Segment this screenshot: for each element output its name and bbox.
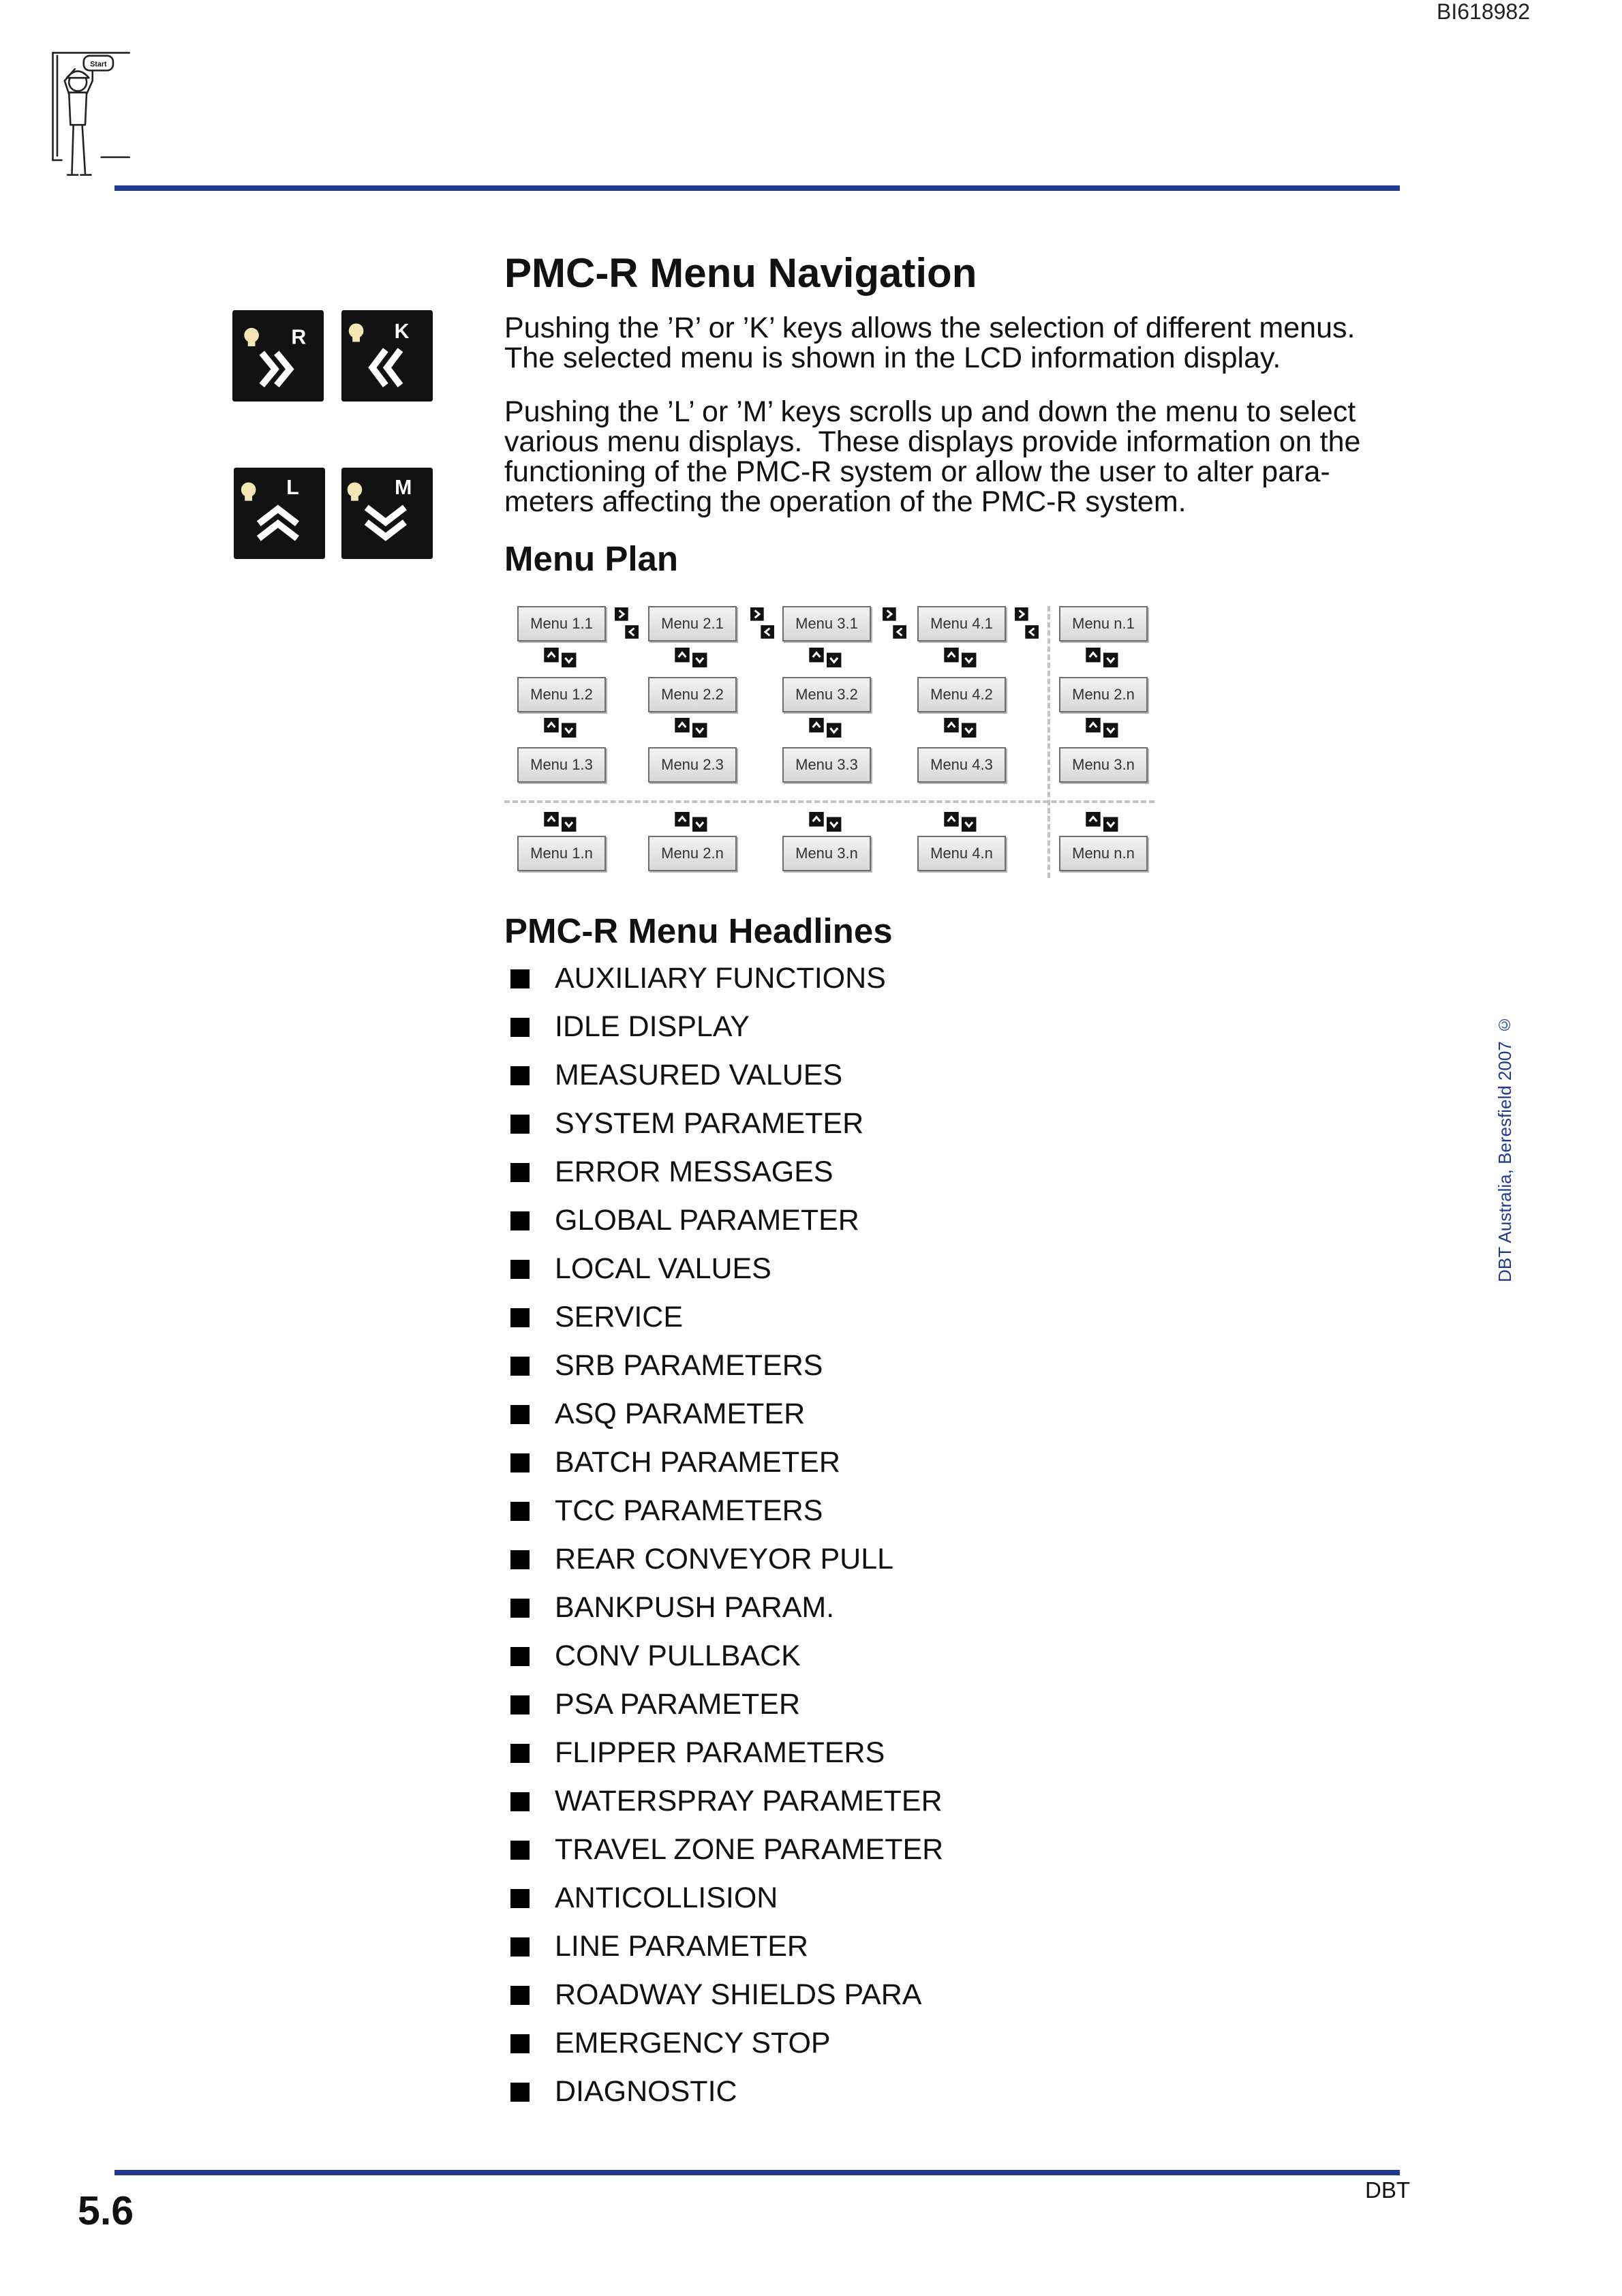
scroll-keys-icon — [675, 648, 710, 671]
menu-box: Menu 2.n — [1059, 677, 1148, 712]
select-keys-icon — [883, 607, 906, 644]
menu-box: Menu 2.2 — [648, 677, 737, 712]
menu-box: Menu 4.n — [917, 836, 1006, 871]
page-title: PMC-R Menu Navigation — [504, 250, 977, 296]
list-item — [504, 1680, 1118, 1729]
scroll-keys-icon — [675, 812, 710, 836]
list-item — [504, 1729, 1118, 1777]
copyright-icon: © — [1495, 1015, 1514, 1033]
headline-label: WATERSPRAY PARAMETER — [555, 1785, 943, 1817]
square-bullet-icon — [510, 1018, 530, 1037]
key-m-double-down-icon — [341, 468, 433, 559]
square-bullet-icon — [510, 1647, 530, 1666]
key-r-label: R — [291, 326, 307, 349]
square-bullet-icon — [510, 1211, 530, 1230]
select-keys-icon — [615, 607, 639, 644]
paragraph-line: various menu displays. These displays provide information on the — [504, 425, 1361, 458]
footer-brand: DBT — [1365, 2177, 1410, 2203]
square-bullet-icon — [510, 1550, 530, 1569]
square-bullet-icon — [510, 1308, 530, 1327]
square-bullet-icon — [510, 1744, 530, 1763]
headline-label: ASQ PARAMETER — [555, 1398, 806, 1430]
headline-label: TCC PARAMETERS — [555, 1494, 823, 1527]
headline-label: AUXILIARY FUNCTIONS — [555, 962, 886, 995]
list-item — [504, 1922, 1118, 1971]
scroll-keys-icon — [944, 648, 979, 671]
start-sign-label: Start — [90, 60, 107, 69]
list-item — [504, 1245, 1118, 1293]
scroll-keys-icon — [1086, 812, 1121, 836]
square-bullet-icon — [510, 1163, 530, 1182]
list-item — [504, 1051, 1118, 1100]
list-item — [504, 1777, 1118, 1826]
list-item — [504, 1148, 1118, 1196]
menu-box: Menu 1.n — [517, 836, 606, 871]
list-item — [504, 1438, 1118, 1487]
menu-box: Menu 3.n — [782, 836, 871, 871]
copyright-notice — [1495, 1015, 1515, 1282]
list-item — [504, 1487, 1118, 1535]
square-bullet-icon — [510, 1405, 530, 1424]
headline-label: ERROR MESSAGES — [555, 1155, 833, 1188]
headline-label: SERVICE — [555, 1301, 683, 1333]
scroll-keys-icon — [544, 648, 579, 671]
square-bullet-icon — [510, 1889, 530, 1908]
menu-box: Menu 4.3 — [917, 747, 1006, 783]
square-bullet-icon — [510, 1695, 530, 1715]
square-bullet-icon — [510, 1792, 530, 1811]
list-item — [504, 1342, 1118, 1390]
key-k-double-left-icon — [341, 310, 433, 402]
paragraph-line: functioning of the PMC-R system or allow the user to alter para- — [504, 455, 1330, 488]
menu-headlines-heading: PMC-R Menu Headlines — [504, 911, 893, 950]
key-m-label: M — [395, 476, 412, 499]
square-bullet-icon — [510, 2034, 530, 2053]
start-worker-icon — [48, 48, 132, 179]
square-bullet-icon — [510, 2083, 530, 2102]
list-item — [504, 1971, 1118, 2019]
list-item — [504, 1196, 1118, 1245]
scroll-paragraph — [504, 397, 1360, 517]
menu-box: Menu 1.3 — [517, 747, 606, 783]
menu-box: Menu 1.1 — [517, 606, 606, 641]
scroll-keys-icon — [809, 648, 844, 671]
headline-label: ANTICOLLISION — [555, 1882, 778, 1914]
headline-label: SYSTEM PARAMETER — [555, 1107, 864, 1140]
scroll-keys-icon — [809, 812, 844, 836]
headline-label: TRAVEL ZONE PARAMETER — [555, 1833, 944, 1866]
select-keys-icon — [750, 607, 774, 644]
square-bullet-icon — [510, 1986, 530, 2005]
scroll-keys-icon — [1086, 718, 1121, 742]
menu-box: Menu 2.1 — [648, 606, 737, 641]
diagram-divider-vertical — [1047, 606, 1050, 878]
menu-box: Menu 3.1 — [782, 606, 871, 641]
list-item — [504, 1003, 1118, 1051]
copyright-text: DBT Australia, Beresfield 2007 — [1495, 1041, 1515, 1282]
page-number: 5.6 — [78, 2188, 134, 2233]
menu-box: Menu 2.3 — [648, 747, 737, 783]
menu-box: Menu 3.n — [1059, 747, 1148, 783]
square-bullet-icon — [510, 1937, 530, 1957]
menu-box: Menu 2.n — [648, 836, 737, 871]
list-item — [504, 1874, 1118, 1922]
key-r-double-right-icon — [232, 310, 324, 402]
menu-headlines-list — [504, 954, 1118, 2116]
selection-paragraph — [504, 313, 1355, 373]
list-item — [504, 1535, 1118, 1584]
headline-label: DIAGNOSTIC — [555, 2075, 737, 2108]
square-bullet-icon — [510, 1453, 530, 1472]
headline-label: LOCAL VALUES — [555, 1252, 771, 1285]
headline-label: SRB PARAMETERS — [555, 1349, 823, 1382]
menu-box: Menu 3.2 — [782, 677, 871, 712]
scroll-keys-icon — [544, 812, 579, 836]
scroll-keys-icon — [944, 718, 979, 742]
paragraph-line: Pushing the ’L’ or ’M’ keys scrolls up and down the menu to select — [504, 395, 1356, 428]
list-item — [504, 1826, 1118, 1874]
menu-plan-diagram — [504, 600, 1154, 878]
diagram-divider-horizontal — [504, 800, 1154, 803]
headline-label: EMERGENCY STOP — [555, 2027, 831, 2059]
headline-label: REAR CONVEYOR PULL — [555, 1543, 894, 1575]
select-keys-icon — [1015, 607, 1039, 644]
menu-box: Menu 4.2 — [917, 677, 1006, 712]
key-l-double-up-icon — [234, 468, 325, 559]
menu-box: Menu 1.2 — [517, 677, 606, 712]
key-k-label: K — [394, 320, 410, 344]
paragraph-line: The selected menu is shown in the LCD information display. — [504, 342, 1281, 374]
headline-label: LINE PARAMETER — [555, 1930, 808, 1963]
list-item — [504, 1390, 1118, 1438]
menu-box: Menu n.n — [1059, 836, 1148, 871]
headline-label: MEASURED VALUES — [555, 1059, 843, 1091]
square-bullet-icon — [510, 1115, 530, 1134]
headline-label: GLOBAL PARAMETER — [555, 1204, 859, 1237]
list-item — [504, 1584, 1118, 1632]
square-bullet-icon — [510, 1066, 530, 1085]
headline-label: CONV PULLBACK — [555, 1640, 801, 1672]
headline-label: FLIPPER PARAMETERS — [555, 1736, 885, 1769]
menu-box: Menu n.1 — [1059, 606, 1148, 641]
paragraph-line: Pushing the ’R’ or ’K’ keys allows the selection of different menus. — [504, 312, 1356, 344]
scroll-keys-icon — [675, 718, 710, 742]
square-bullet-icon — [510, 969, 530, 988]
list-item — [504, 2068, 1118, 2116]
paragraph-line: meters affecting the operation of the PMC-R system. — [504, 485, 1187, 518]
list-item — [504, 2019, 1118, 2068]
key-l-label: L — [286, 476, 299, 499]
document-id: BI618982 — [1437, 0, 1531, 24]
list-item — [504, 1100, 1118, 1148]
scroll-keys-icon — [1086, 648, 1121, 671]
square-bullet-icon — [510, 1599, 530, 1618]
square-bullet-icon — [510, 1502, 530, 1521]
list-item — [504, 1632, 1118, 1680]
menu-plan-heading: Menu Plan — [504, 539, 679, 578]
list-item — [504, 954, 1118, 1003]
headline-label: ROADWAY SHIELDS PARA — [555, 1978, 922, 2011]
scroll-keys-icon — [544, 718, 579, 742]
menu-box: Menu 3.3 — [782, 747, 871, 783]
list-item — [504, 1293, 1118, 1342]
bottom-rule — [114, 2170, 1400, 2175]
square-bullet-icon — [510, 1841, 530, 1860]
headline-label: PSA PARAMETER — [555, 1688, 801, 1721]
square-bullet-icon — [510, 1357, 530, 1376]
headline-label: BANKPUSH PARAM. — [555, 1591, 835, 1624]
headline-label: IDLE DISPLAY — [555, 1010, 750, 1043]
menu-box: Menu 4.1 — [917, 606, 1006, 641]
top-rule — [114, 185, 1400, 191]
headline-label: BATCH PARAMETER — [555, 1446, 840, 1479]
square-bullet-icon — [510, 1260, 530, 1279]
scroll-keys-icon — [944, 812, 979, 836]
scroll-keys-icon — [809, 718, 844, 742]
